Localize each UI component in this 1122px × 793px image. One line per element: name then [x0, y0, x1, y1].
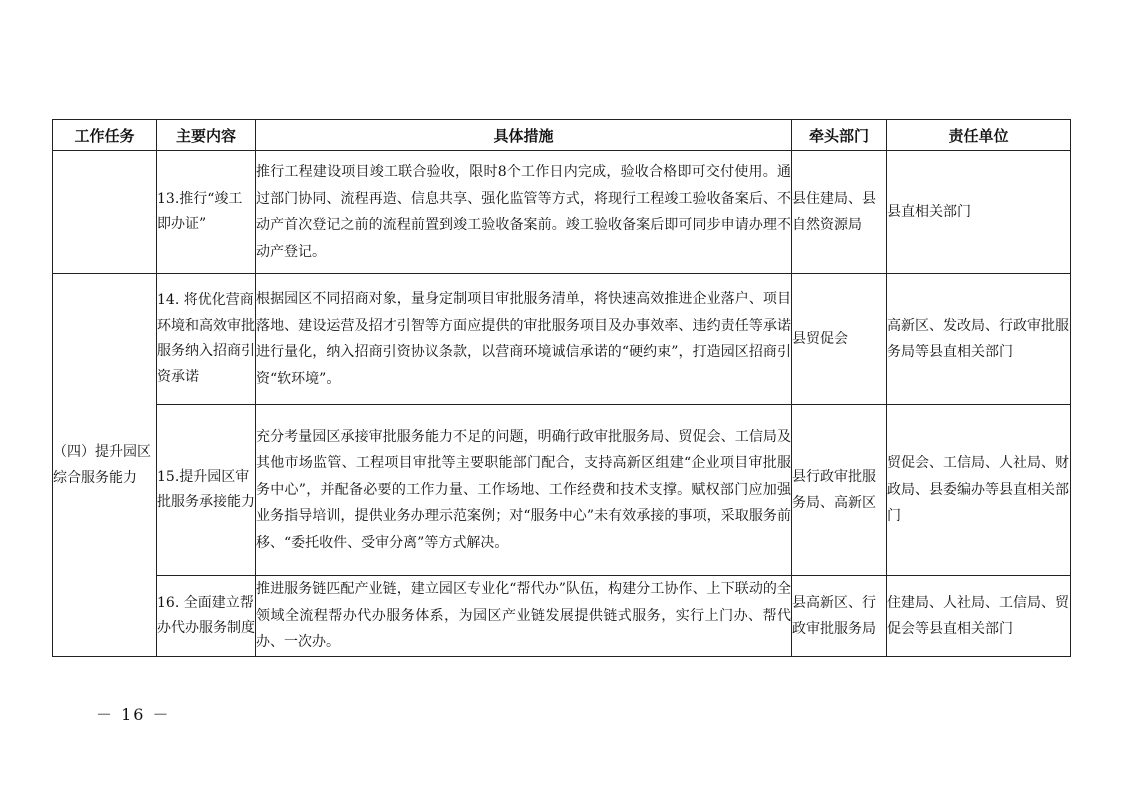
task-cell-empty	[53, 151, 157, 274]
content-cell: 15.提升园区审批服务承接能力	[157, 405, 256, 576]
table-row	[53, 405, 1071, 576]
header-lead-dept: 牵头部门	[792, 120, 887, 151]
lead-dept-cell: 县住建局、县自然资源局	[792, 151, 887, 274]
responsible-cell: 高新区、发改局、行政审批服务局等县直相关部门	[887, 274, 1071, 405]
header-work-task: 工作任务	[53, 120, 157, 151]
measures-cell: 充分考量园区承接审批服务能力不足的问题，明确行政审批服务局、贸促会、工信局及其他市场监管、工程项目审批等主要职能部门配合，支持高新区组建“企业项目审批服务中心”，并配备必要的工作力量、工作场地、工作经费和技术支撑。赋权部门应加强业务指导培训，提供业务办理示范案例；对“服务中心”未有效承接的事项，采取服务前移、“委托收件、受审分离”等方式解决。	[256, 405, 792, 576]
header-responsible-unit: 责任单位	[887, 120, 1071, 151]
task-table	[52, 119, 1071, 657]
responsible-cell: 住建局、人社局、工信局、贸促会等县直相关部门	[887, 576, 1071, 657]
task-group-cell: （四）提升园区综合服务能力	[53, 274, 157, 657]
responsible-cell: 贸促会、工信局、人社局、财政局、县委编办等县直相关部门	[887, 405, 1071, 576]
measures-cell: 推行工程建设项目竣工联合验收，限时8个工作日内完成，验收合格即可交付使用。通过部门协同、流程再造、信息共享、强化监管等方式，将现行工程竣工验收备案后、不动产首次登记之前的流程前置到竣工验收备案前。竣工验收备案后即可同步申请办理不动产登记。	[256, 151, 792, 274]
measures-cell: 推进服务链匹配产业链，建立园区专业化“帮代办”队伍，构建分工协作、上下联动的全领域全流程帮办代办服务体系，为园区产业链发展提供链式服务，实行上门办、帮代办、一次办。	[256, 576, 792, 657]
table-row	[53, 576, 1071, 657]
table-row	[53, 274, 1071, 405]
lead-dept-cell: 县贸促会	[792, 274, 887, 405]
lead-dept-cell: 县高新区、行政审批服务局	[792, 576, 887, 657]
lead-dept-cell: 县行政审批服务局、高新区	[792, 405, 887, 576]
content-cell: 13.推行“竣工即办证”	[157, 151, 256, 274]
content-cell: 16. 全面建立帮办代办服务制度	[157, 576, 256, 657]
table-header-row	[53, 120, 1071, 151]
measures-cell: 根据园区不同招商对象，量身定制项目审批服务清单，将快速高效推进企业落户、项目落地、建设运营及招才引智等方面应提供的审批服务项目及办事效率、违约责任等承诺进行量化，纳入招商引资协议条款，以营商环境诚信承诺的“硬约束”，打造园区招商引资“软环境”。	[256, 274, 792, 405]
page-number: － 16 －	[96, 705, 171, 724]
header-measures: 具体措施	[256, 120, 792, 151]
table-row	[53, 151, 1071, 274]
responsible-cell: 县直相关部门	[887, 151, 1071, 274]
header-main-content: 主要内容	[157, 120, 256, 151]
content-cell: 14. 将优化营商环境和高效审批服务纳入招商引资承诺	[157, 274, 256, 405]
